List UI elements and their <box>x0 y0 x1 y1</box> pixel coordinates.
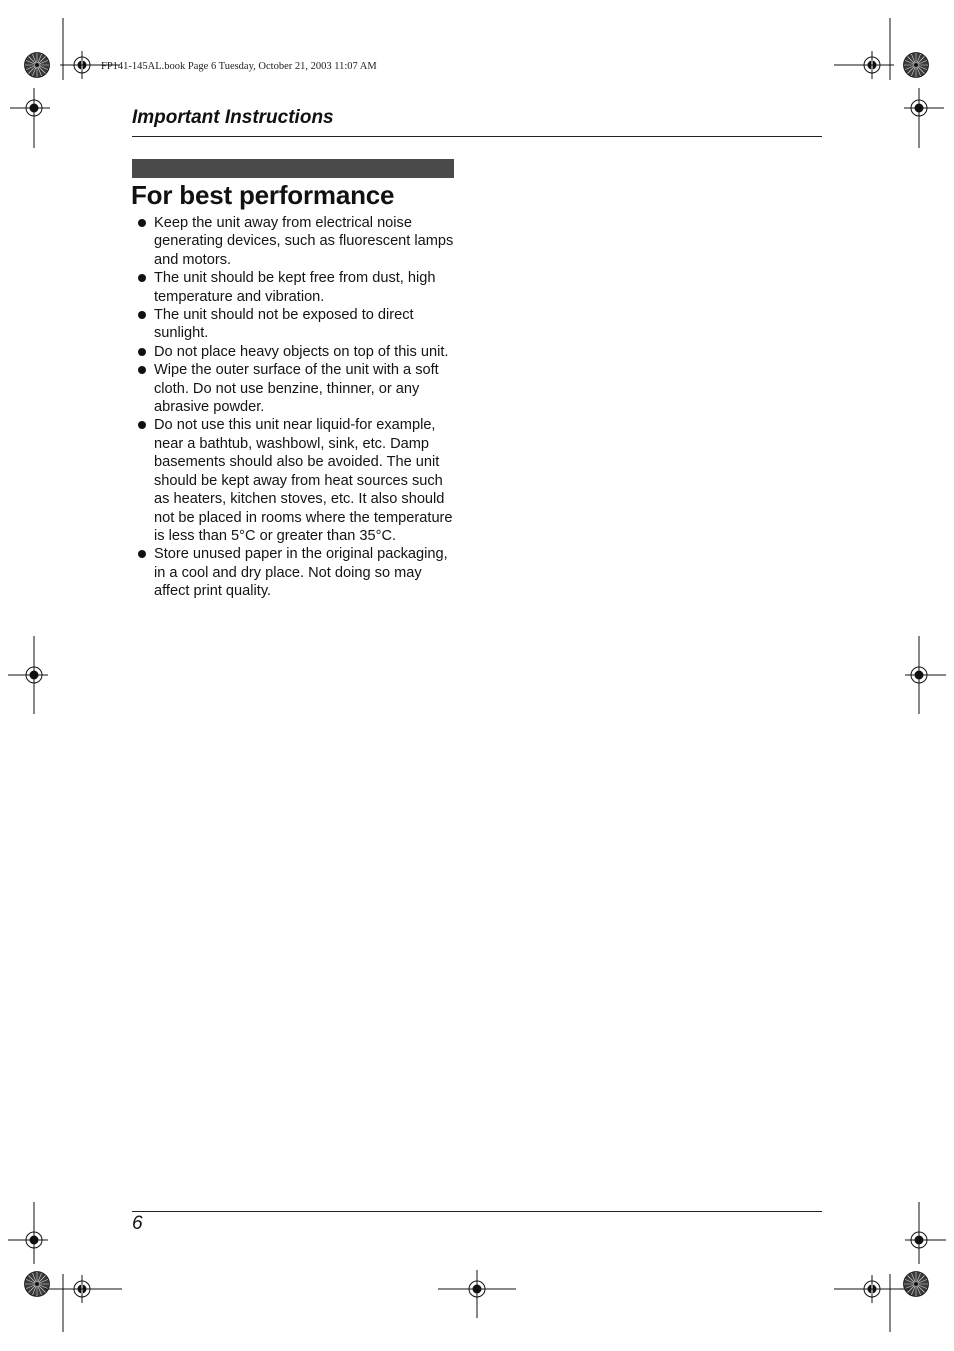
list-item-text: The unit should not be exposed to direct sunlight. <box>154 307 414 342</box>
section-title: For best performance <box>131 180 395 210</box>
list-item-text: Wipe the outer surface of the unit with a soft cloth. Do not use benzine, thinner, or any abrasive powder. <box>154 362 439 416</box>
list-item-text: Do not use this unit near liquid-for example, near a bathtub, washbowl, sink, etc. Damp basements should also be avoided. The unit should be kept away from heat sources such as heaters, kitchen stoves, etc. It also should not be placed in rooms where the temperature is less than 5°C or greater than 35°C. <box>154 417 453 544</box>
registration-star-icon <box>904 53 929 78</box>
list-item-text: Store unused paper in the original packaging, in a cool and dry place. Not doing so may affect print quality. <box>154 546 448 600</box>
registration-star-icon <box>25 1272 50 1297</box>
registration-star-icon <box>25 53 50 78</box>
page-number: 6 <box>132 1213 143 1234</box>
crop-lines <box>8 18 946 1332</box>
list-item-text: Do not place heavy objects on top of this unit. <box>154 343 449 360</box>
list-item-text: The unit should be kept free from dust, high temperature and vibration. <box>154 270 436 305</box>
registration-star-icon <box>904 1272 929 1297</box>
running-header-title: Important Instructions <box>132 107 334 128</box>
print-slug: FP141-145AL.book Page 6 Tuesday, October 21, 2003 11:07 AM <box>101 61 377 72</box>
list-item-text: Keep the unit away from electrical noise generating devices, such as fluorescent lamps and motors. <box>154 215 454 268</box>
